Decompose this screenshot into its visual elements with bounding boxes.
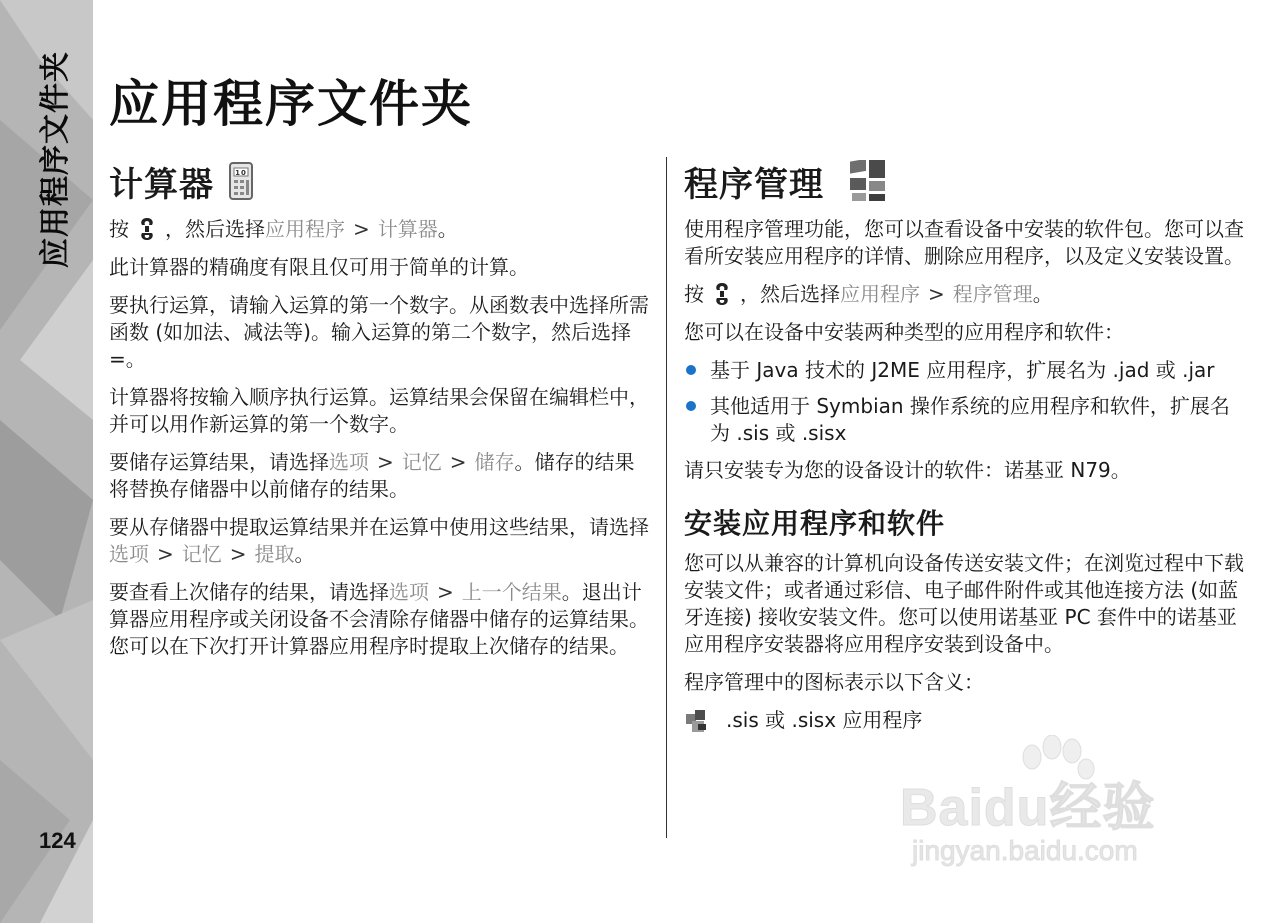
paragraph: 请只安装专为您的设备设计的软件：诺基亚 N79。 — [684, 458, 1131, 482]
paragraph: 此计算器的精确度有限且仅可用于简单的计算。 — [109, 255, 529, 279]
paragraph: 要执行运算，请输入运算的第一个数字。从函数表中选择所需函数 (如加法、减法等)。输入运算的第二个数字，然后选择 =。 — [109, 293, 649, 371]
menu-path-item: 记忆 — [181, 542, 222, 566]
calculator-heading-text: 计算器 — [109, 164, 214, 205]
menu-path-item: 储存 — [474, 450, 515, 474]
text: 按 — [109, 217, 129, 241]
menu-separator: > — [229, 542, 247, 566]
text: 要查看上次储存的结果，请选择 — [109, 580, 389, 604]
app-manager-icon — [848, 160, 888, 202]
menu-path-item: 提取 — [254, 542, 295, 566]
list-item: 基于 Java 技术的 J2ME 应用程序，扩展名为 .jad 或 .jar — [684, 357, 1244, 384]
page-number: 124 — [39, 828, 76, 853]
install-subheading: 安装应用程序和软件 — [684, 507, 946, 540]
menu-separator: > — [157, 542, 174, 566]
paragraph — [109, 449, 654, 503]
paragraph: 程序管理中的图标表示以下含义： — [684, 670, 984, 694]
left-column — [109, 156, 654, 671]
text: 。 — [437, 217, 458, 241]
text: 。 — [294, 542, 315, 566]
page-title: 应用程序文件夹 — [109, 75, 473, 133]
menu-path-item: 应用程序 — [265, 217, 345, 241]
svg-text:10: 10 — [235, 169, 247, 177]
paragraph — [109, 579, 654, 660]
text: 要从存储器中提取运算结果并在运算中使用这些结果，请选择 — [109, 515, 649, 539]
menu-separator: > — [437, 580, 454, 604]
paragraph — [684, 281, 1244, 308]
menu-separator: > — [928, 282, 945, 306]
paragraph: 您可以在设备中安装两种类型的应用程序和软件： — [684, 320, 1124, 344]
list-item: 其他适用于 Symbian 操作系统的应用程序和软件，扩展名为 .sis 或 .sisx — [684, 393, 1244, 447]
app-manager-heading — [684, 156, 1244, 206]
watermark-logo-text: Baidu经验 — [900, 779, 1156, 837]
menu-path-item: 应用程序 — [840, 282, 920, 306]
menu-path-item: 上一个结果 — [461, 580, 562, 604]
menu-separator: > — [377, 450, 394, 474]
calculator-icon — [228, 161, 254, 201]
menu-path-item: 程序管理 — [952, 282, 1033, 306]
paragraph — [109, 216, 654, 243]
text: ，然后选择 — [740, 282, 840, 306]
side-section-title: 应用程序文件夹 — [38, 51, 73, 268]
baidu-watermark — [900, 735, 1210, 875]
legend-text: .sis 或 .sisx 应用程序 — [726, 708, 923, 732]
column-divider — [666, 157, 667, 838]
paragraph — [109, 514, 654, 568]
calculator-heading — [109, 156, 654, 206]
menu-path-item: 计算器 — [377, 217, 438, 241]
paragraph: 计算器将按输入顺序执行运算。运算结果会保留在编辑栏中，并可以用作新运算的第一个数字。 — [109, 385, 649, 436]
menu-separator: > — [353, 217, 370, 241]
text: 。退出计算器应用程序或关闭设备不会清除存储器中储存的运算结果。您可以在下次打开计算器应用程序时提取上次储存的结果。 — [109, 580, 649, 658]
text: 。 — [1032, 282, 1053, 306]
text: 要储存运算结果，请选择 — [109, 450, 329, 474]
paragraph: 使用程序管理功能，您可以查看设备中安装的软件包。您可以查看所安装应用程序的详情、删除应用程序，以及定义安装设置。 — [684, 217, 1244, 268]
sis-app-icon — [684, 708, 710, 734]
menu-key-icon — [137, 216, 157, 242]
menu-path-item: 选项 — [329, 450, 369, 474]
paw-logo-icon — [1010, 735, 1100, 805]
bullet-list — [684, 357, 1244, 447]
menu-key-icon — [712, 281, 732, 307]
text: ，然后选择 — [165, 217, 265, 241]
menu-path-item: 记忆 — [401, 450, 442, 474]
paragraph: 您可以从兼容的计算机向设备传送安装文件；在浏览过程中下载安装文件；或者通过彩信、电子邮件附件或其他连接方法 (如蓝牙连接) 接收安装文件。您可以使用诺基亚 PC 套件中的诺基亚应用程序安装器将应用程序安装到设备中。 — [684, 551, 1244, 656]
menu-path-item: 选项 — [109, 542, 149, 566]
app-manager-heading-text: 程序管理 — [684, 164, 824, 205]
watermark-url: jingyan.baidu.com — [912, 835, 1138, 866]
icon-legend-row — [684, 707, 1244, 734]
right-column — [684, 156, 1244, 734]
text: 。储存的结果将替换存储器中以前储存的结果。 — [109, 450, 635, 501]
menu-separator: > — [449, 450, 467, 474]
text: 按 — [684, 282, 704, 306]
side-band — [0, 0, 93, 923]
menu-path-item: 选项 — [389, 580, 429, 604]
